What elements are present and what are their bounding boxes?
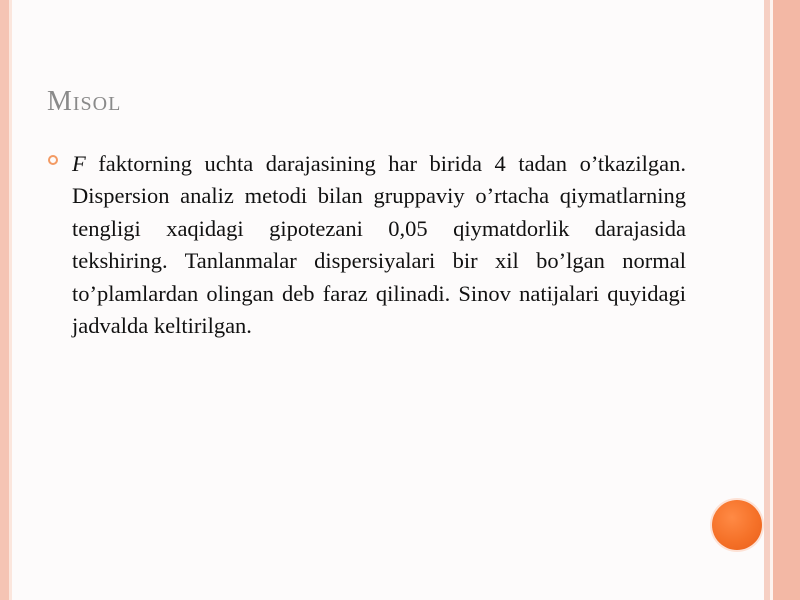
left-edge-stripe — [9, 0, 12, 600]
bullet-circle-icon — [48, 155, 58, 165]
right-edge-bar — [773, 0, 800, 600]
bullet-body: faktorning uchta darajasining har birida 4 tadan o’tkazilgan. Dispersion analiz metodi bilan gruppaviy o’rtacha qiymatlarning tengligi xaqidagi gipotezani 0,05 qiymatdorlik darajasida tekshiring. Tanlanmalar dispersiyalari bir xil bo’lgan normal to’plamlardan olingan deb faraz qilinadi. Sinov natijalari quyidagi jadvalda keltirilgan. — [72, 151, 686, 339]
slide-title: Misol — [47, 86, 122, 117]
left-edge-bar — [0, 0, 9, 600]
orange-circle-decoration — [712, 500, 762, 550]
factor-variable: F — [72, 151, 86, 176]
bullet-text — [72, 148, 686, 342]
bullet-item — [47, 148, 687, 342]
